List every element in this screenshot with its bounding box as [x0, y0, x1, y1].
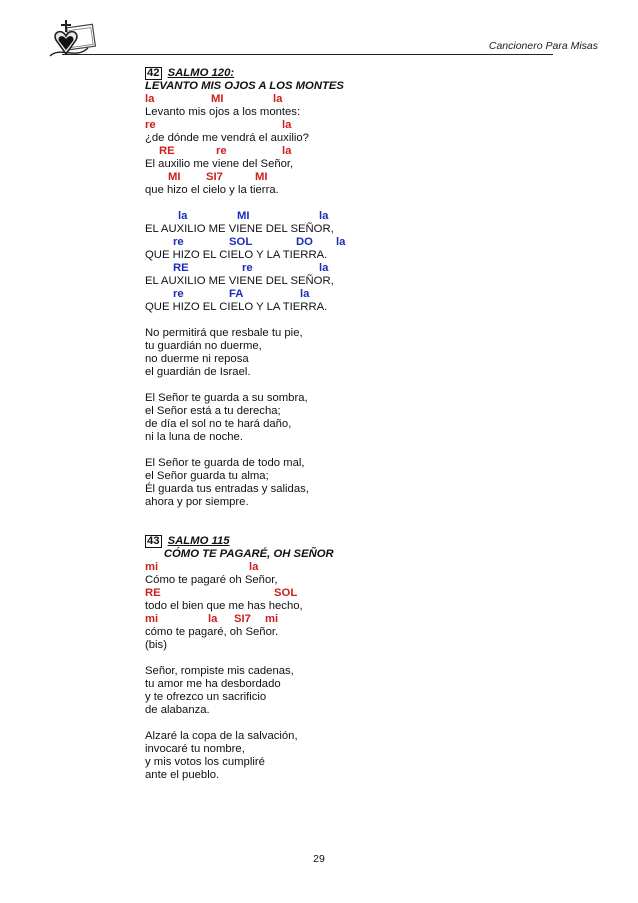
- blank-line: [145, 522, 565, 535]
- chord-line: [145, 613, 565, 626]
- lyric-line: cómo te pagaré, oh Señor.: [145, 626, 279, 638]
- chord-symbol: re: [216, 145, 227, 157]
- lyric-line: QUE HIZO EL CIELO Y LA TIERRA.: [145, 301, 328, 313]
- song-heading: [145, 67, 565, 80]
- lyric-line: de alabanza.: [145, 704, 210, 716]
- chord-symbol: la: [282, 145, 292, 157]
- chord-symbol: la: [319, 210, 329, 222]
- chord-line: [145, 288, 565, 301]
- chord-symbol: la: [249, 561, 259, 573]
- chord-symbol: SOL: [229, 236, 253, 248]
- page-number: 29: [313, 853, 325, 865]
- chord-symbol: DO: [296, 236, 313, 248]
- chord-symbol: mi: [265, 613, 279, 625]
- chord-symbol: RE: [145, 587, 161, 599]
- chord-symbol: MI: [168, 171, 181, 183]
- lyric-line: Cómo te pagaré oh Señor,: [145, 574, 278, 586]
- lyric-line: ni la luna de noche.: [145, 431, 243, 443]
- blank-line: [145, 379, 565, 392]
- chord-line: [145, 561, 565, 574]
- lyric-line: ahora y por siempre.: [145, 496, 249, 508]
- chord-symbol: la: [300, 288, 310, 300]
- lyric-line: El auxilio me viene del Señor,: [145, 158, 294, 170]
- song-title: CÓMO TE PAGARÉ, OH SEÑOR: [145, 548, 334, 560]
- chord-symbol: re: [173, 288, 184, 300]
- lyric-line: QUE HIZO EL CIELO Y LA TIERRA.: [145, 249, 328, 261]
- chord-symbol: MI: [237, 210, 250, 222]
- lyric-line: no duerme ni reposa: [145, 353, 249, 365]
- lyric-line: y te ofrezco un sacrificio: [145, 691, 267, 703]
- chord-line: [145, 119, 565, 132]
- blank-line: [145, 314, 565, 327]
- lyric-line: el guardián de Israel.: [145, 366, 251, 378]
- blank-line: [145, 717, 565, 730]
- chord-symbol: la: [336, 236, 346, 248]
- lyric-line: de día el sol no te hará daño,: [145, 418, 292, 430]
- chord-line: [145, 171, 565, 184]
- chord-symbol: RE: [159, 145, 175, 157]
- lyric-line: ¿de dónde me vendrá el auxilio?: [145, 132, 309, 144]
- chord-symbol: SI7: [234, 613, 251, 625]
- songbook-logo-icon: [48, 16, 100, 64]
- song-name: SALMO 120:: [167, 67, 235, 79]
- lyric-line: El Señor te guarda de todo mal,: [145, 457, 305, 469]
- chord-symbol: FA: [229, 288, 244, 300]
- blank-line: [145, 444, 565, 457]
- chord-line: [145, 236, 565, 249]
- lyric-line: todo el bien que me has hecho,: [145, 600, 303, 612]
- chord-symbol: la: [145, 93, 155, 105]
- chord-symbol: la: [282, 119, 292, 131]
- chord-symbol: re: [242, 262, 253, 274]
- blank-line: [145, 197, 565, 210]
- lyric-line: EL AUXILIO ME VIENE DEL SEÑOR,: [145, 275, 334, 287]
- chord-symbol: la: [273, 93, 283, 105]
- running-header-title: Cancionero Para Misas: [488, 40, 598, 52]
- lyric-line: Señor, rompiste mis cadenas,: [145, 665, 294, 677]
- blank-line: [145, 509, 565, 522]
- chord-symbol: re: [145, 119, 156, 131]
- lyric-line: el Señor guarda tu alma;: [145, 470, 269, 482]
- song-title: LEVANTO MIS OJOS A LOS MONTES: [145, 80, 344, 92]
- chord-symbol: mi: [145, 561, 159, 573]
- song-number: 42: [147, 67, 160, 79]
- lyric-line: el Señor está a tu derecha;: [145, 405, 281, 417]
- chord-symbol: re: [173, 236, 184, 248]
- chord-symbol: MI: [255, 171, 268, 183]
- chord-symbol: RE: [173, 262, 189, 274]
- songbook-page-content: [145, 67, 565, 782]
- chord-symbol: la: [178, 210, 188, 222]
- lyric-line: (bis): [145, 639, 167, 651]
- lyric-line: invocaré tu nombre,: [145, 743, 245, 755]
- lyric-line: que hizo el cielo y la tierra.: [145, 184, 279, 196]
- lyric-line: ante el pueblo.: [145, 769, 220, 781]
- lyric-line: tu guardián no duerme,: [145, 340, 262, 352]
- chord-symbol: MI: [211, 93, 224, 105]
- chord-line: [145, 262, 565, 275]
- chord-symbol: SI7: [206, 171, 223, 183]
- chord-symbol: la: [208, 613, 218, 625]
- chord-line: [145, 93, 565, 106]
- lyric-line: Alzaré la copa de la salvación,: [145, 730, 298, 742]
- chord-symbol: mi: [145, 613, 159, 625]
- chord-line: [145, 145, 565, 158]
- blank-line: [145, 652, 565, 665]
- lyric-line: El Señor te guarda a su sombra,: [145, 392, 308, 404]
- lyric-line: EL AUXILIO ME VIENE DEL SEÑOR,: [145, 223, 334, 235]
- lyric-line: Levanto mis ojos a los montes:: [145, 106, 301, 118]
- lyric-line: tu amor me ha desbordado: [145, 678, 281, 690]
- chord-line: [145, 210, 565, 223]
- lyric-line: No permitirá que resbale tu pie,: [145, 327, 303, 339]
- song-heading: [145, 535, 565, 548]
- chord-symbol: SOL: [274, 587, 298, 599]
- header-rule: [62, 54, 553, 55]
- song-number: 43: [147, 535, 160, 547]
- lyric-line: y mis votos los cumpliré: [145, 756, 265, 768]
- song-name: SALMO 115: [167, 535, 230, 547]
- chord-line: [145, 587, 565, 600]
- lyric-line: Él guarda tus entradas y salidas,: [145, 483, 309, 495]
- chord-symbol: la: [319, 262, 329, 274]
